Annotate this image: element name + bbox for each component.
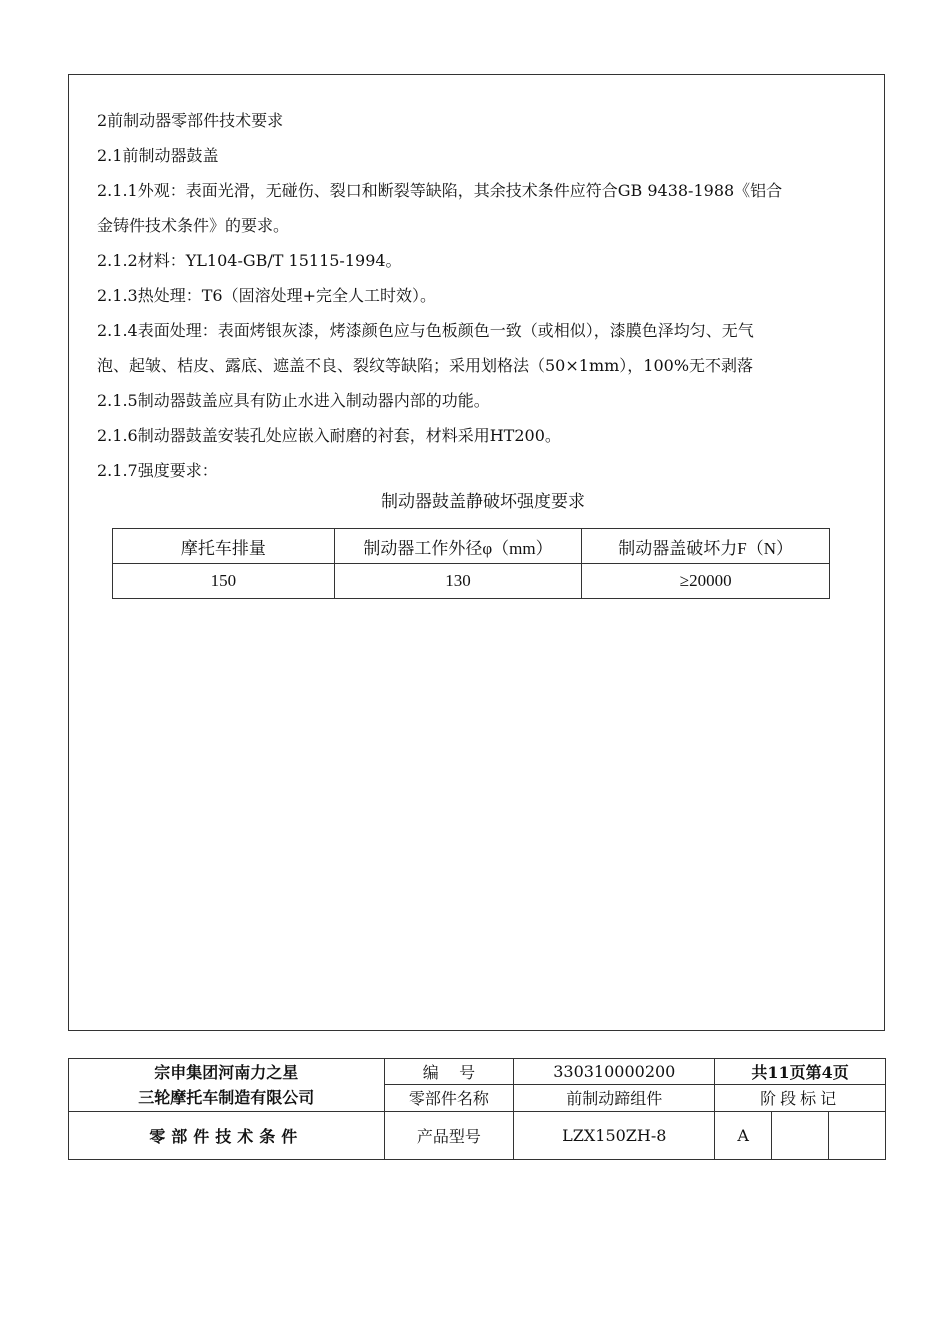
item-bushing: 2.1.6制动器鼓盖安装孔处应嵌入耐磨的衬套，材料采用HT200。 [97,426,561,445]
cell-outer-diameter: 130 [334,564,582,599]
item-surface-line1: 2.1.4表面处理：表面烤银灰漆，烤漆颜色应与色板颜色一致（或相似），漆膜色泽均匀、无气 [97,321,754,340]
table-row [113,564,830,599]
stage-blank-2 [829,1111,886,1160]
part-name-label: 零部件名称 [384,1085,514,1111]
stage-value: A [715,1111,772,1160]
content-frame [68,74,885,1031]
title-block [68,1058,886,1160]
page-count: 共11页第4页 [715,1059,886,1085]
model-value: LZX150ZH-8 [514,1111,715,1160]
item-appearance-line1: 2.1.1外观：表面光滑，无碰伤、裂口和断裂等缺陷，其余技术条件应符合GB 9438-1988《铝合 [97,181,783,200]
item-surface-line2: 泡、起皱、桔皮、露底、遮盖不良、裂纹等缺陷；采用划格法（50×1mm），100%无不剥落 [97,356,754,375]
cell-displacement: 150 [113,564,335,599]
sub-title: 2.1前制动器鼓盖 [97,146,219,165]
section-title: 2前制动器零部件技术要求 [97,111,284,130]
number-label: 编 号 [384,1059,514,1085]
stage-label: 阶段标记 [715,1085,886,1111]
header-outer-diameter: 制动器工作外径φ（mm） [334,529,582,564]
spec-content [97,103,877,488]
header-breaking-force: 制动器盖破坏力F（N） [582,529,830,564]
stage-blank-1 [772,1111,829,1160]
company-line1: 宗申集团河南力之星 [154,1062,299,1082]
header-displacement: 摩托车排量 [113,529,335,564]
table-header-row [113,529,830,564]
item-heat-treatment: 2.1.3热处理：T6（固溶处理+完全人工时效）。 [97,286,436,305]
item-appearance-line2: 金铸件技术条件》的要求。 [97,216,290,235]
item-material: 2.1.2材料：YL104-GB/T 15115-1994。 [97,251,402,270]
item-strength: 2.1.7强度要求： [97,461,218,480]
strength-table [112,528,830,599]
part-name-value: 前制动蹄组件 [514,1085,715,1111]
item-waterproof: 2.1.5制动器鼓盖应具有防止水进入制动器内部的功能。 [97,391,490,410]
table-caption: 制动器鼓盖静破坏强度要求 [381,492,585,511]
doc-type: 零部件技术条件 [69,1111,385,1160]
company-line2: 三轮摩托车制造有限公司 [138,1087,315,1107]
cell-breaking-force: ≥20000 [582,564,830,599]
model-label: 产品型号 [384,1111,514,1160]
company-name [69,1059,385,1112]
number-value: 330310000200 [514,1059,715,1085]
